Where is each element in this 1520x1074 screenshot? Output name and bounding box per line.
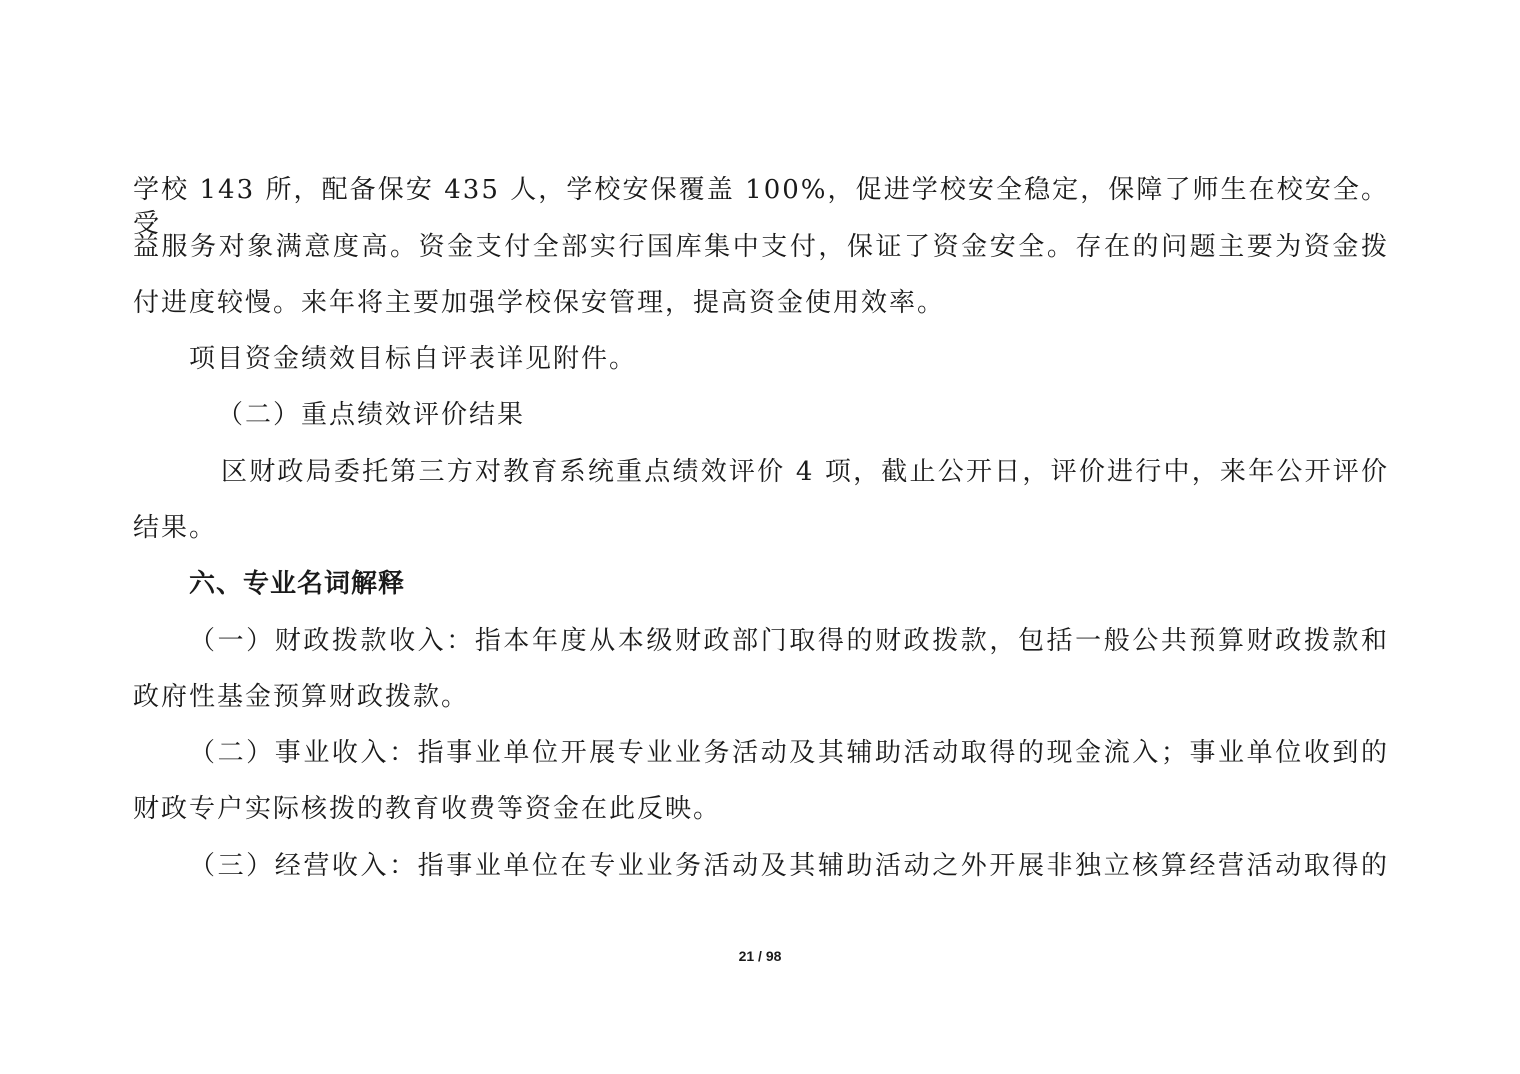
paragraph-line: 财政专户实际核拨的教育收费等资金在此反映。 (133, 794, 722, 824)
section-subheading: （二）重点绩效评价结果 (217, 400, 526, 430)
section-heading: 六、专业名词解释 (189, 569, 406, 599)
paragraph-line: 结果。 (133, 513, 218, 543)
paragraph-line: 付进度较慢。来年将主要加强学校保安管理，提高资金使用效率。 (133, 288, 946, 318)
page-number: 21 / 98 (738, 948, 782, 964)
paragraph-line: （二）事业收入：指事业单位开展专业业务活动及其辅助活动取得的现金流入；事业单位收到的 (189, 738, 1389, 768)
paragraph-line: 学校 143 所，配备保安 435 人，学校安保覆盖 100%，促进学校安全稳定，保障了师生在校安全。受 (133, 175, 1389, 239)
paragraph-line: 项目资金绩效目标自评表详见附件。 (189, 344, 638, 374)
paragraph-line: （一）财政拨款收入：指本年度从本级财政部门取得的财政拨款，包括一般公共预算财政拨款和 (189, 626, 1389, 656)
paragraph-line: 政府性基金预算财政拨款。 (133, 682, 470, 712)
paragraph-line: 区财政局委托第三方对教育系统重点绩效评价 4 项，截止公开日，评价进行中，来年公开评价 (221, 457, 1389, 487)
paragraph-line: 益服务对象满意度高。资金支付全部实行国库集中支付，保证了资金安全。存在的问题主要为资金拨 (133, 232, 1389, 262)
paragraph-line: （三）经营收入：指事业单位在专业业务活动及其辅助活动之外开展非独立核算经营活动取得的 (189, 851, 1389, 881)
